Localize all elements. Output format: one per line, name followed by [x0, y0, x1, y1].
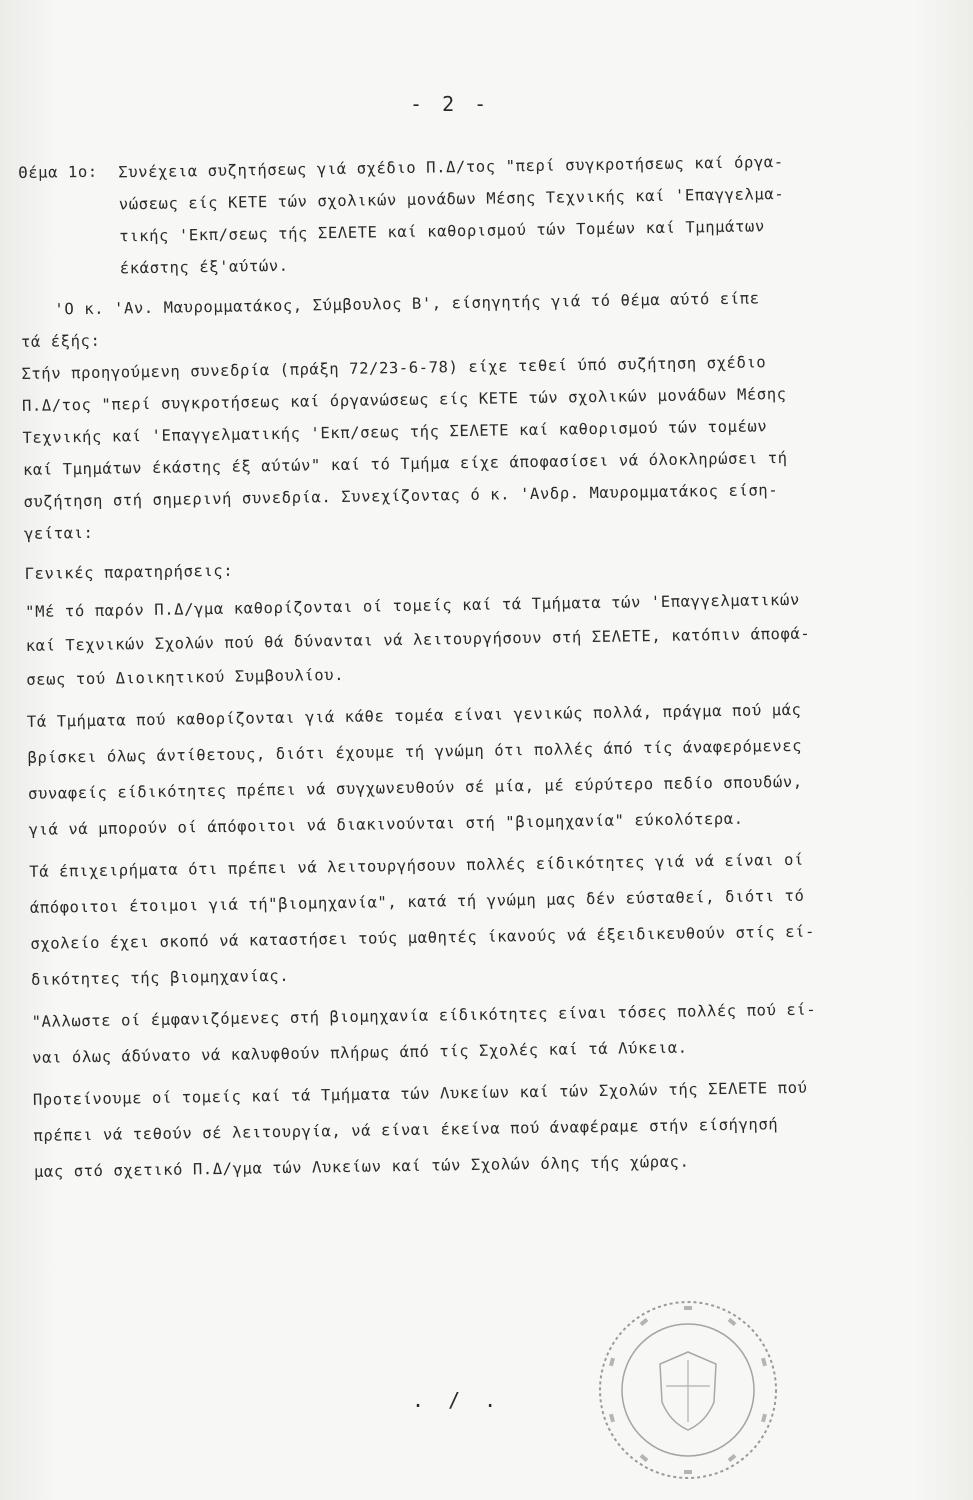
page-number: - 2 -: [410, 92, 491, 116]
body-line: γείται:: [23, 523, 94, 543]
section-heading: Γενικές παρατηρήσεις:: [24, 561, 234, 583]
theme-line: τικής 'Εκπ/σεως τής ΣΕΛΕΤΕ καί καθορισμού τών Τομέων καί Τμημάτων: [119, 217, 765, 246]
body-line: Τά έπιχειρήματα ότι πρέπει νά λειτουργήσουν πολλές είδικότητες γιά νά είναι οί: [29, 850, 805, 881]
body-line: Τεχνικής καί 'Επαγγελματικής 'Εκπ/σεως τής ΣΕΛΕΤΕ καί καθορισμού τών τομέων: [22, 417, 768, 447]
body-line: 'Ο κ. 'Αν. Μαυρομματάκος, Σύμβουλος Β', είσηγητής γιά τό θέμα αύτό είπε: [54, 289, 760, 319]
body-line: Τά Τμήματα πού καθορίζονται γιά κάθε τομέα είναι γενικώς πολλά, πράγμα πού μάς: [26, 700, 802, 731]
official-seal-stamp: [588, 1290, 788, 1490]
body-line: γιά νά μπορούν οί άπόφοιτοι νά διακινούνται στή "βιομηχανία" εύκολότερα.: [28, 809, 744, 839]
body-line: τά έξής:: [20, 331, 101, 351]
document-body: [18, 138, 898, 1181]
body-line: μας στό σχετικό Π.Δ/γμα τών Λυκείων καί τών Σχολών όλης τής χώρας.: [33, 1152, 690, 1181]
body-line: δικότητες τής βιομηχανίας.: [30, 966, 290, 989]
theme-label: Θέμα 1ο:: [18, 162, 98, 182]
body-line: "Μέ τό παρόν Π.Δ/γμα καθορίζονται οί τομείς καί τά Τμήματα τών 'Επαγγελματικών: [25, 590, 800, 621]
theme-line: έκάστης έξ'αύτών.: [119, 256, 289, 278]
body-line: βρίσκει όλως άντίθετους, διότι έχουμε τή γνώμη ότι πολλές άπό τίς άναφερόμενες: [27, 736, 803, 767]
body-line: πρέπει νά τεθούν σέ λειτουργία, νά είναι έκείνα πού άναφέραμε στήν είσήγησή: [33, 1115, 779, 1145]
body-line: καί Τεχνικών Σχολών πού θά δύνανται νά λειτουργήσουν στή ΣΕΛΕΤΕ, κατόπιν άποφά-: [25, 624, 811, 655]
theme-line: νώσεως είς ΚΕΤΕ τών σχολικών μονάδων Μέσης Τεχνικής καί 'Επαγγελμα-: [118, 184, 785, 214]
body-line: Προτείνουμε οί τομείς καί τά Τμήματα τών Λυκείων καί τών Σχολών τής ΣΕΛΕΤΕ πού: [32, 1078, 808, 1109]
continuation-mark: . / .: [412, 1388, 503, 1412]
body-line: καί Τμημάτων έκάστης έξ αύτών" καί τό Τμήμα είχε άποφασίσει νά όλοκληρώσει τή: [22, 448, 788, 479]
body-line: Π.Δ/τος "περί συγκροτήσεως καί όργανώσεως είς ΚΕΤΕ τών σχολικών μονάδων Μέσης: [21, 384, 787, 415]
body-line: σεως τού Διοικητικού Συμβουλίου.: [26, 665, 345, 689]
body-line: Στήν προηγούμενη συνεδρία (πράξη 72/23-6-78) είχε τεθεί ύπό συζήτηση σχέδιο: [21, 353, 767, 383]
body-line: άπόφοιτοι έτοιμοι γιά τή"βιομηχανία", κατά τή γνώμη μας δέν εύσταθεί, διότι τό: [29, 886, 805, 917]
body-line: ναι όλως άδύνατο νά καλυφθούν πλήρως άπό τίς Σχολές καί τά Λύκεια.: [32, 1038, 688, 1067]
body-line: σχολείο έχει σκοπό νά καταστήσει τούς μαθητές ίκανούς νά έξειδικευθούν στίς εί-: [30, 922, 816, 953]
body-line: συναφείς είδικότητες πρέπει νά συγχωνευθούν σέ μία, μέ εύρύτερο πεδίο σπουδών,: [27, 772, 803, 803]
body-line: "Αλλωστε οί έμφανιζόμενες στή βιομηχανία είδικότητες είναι τόσες πολλές πού εί-: [31, 1000, 817, 1031]
body-line: συζήτηση στή σημερινή συνεδρία. Συνεχίζοντας ό κ. 'Ανδρ. Μαυρομματάκος είση-: [23, 481, 779, 511]
theme-line: Συνέχεια συζητήσεως γιά σχέδιο Π.Δ/τος "περί συγκροτήσεως καί όργα-: [118, 152, 784, 182]
